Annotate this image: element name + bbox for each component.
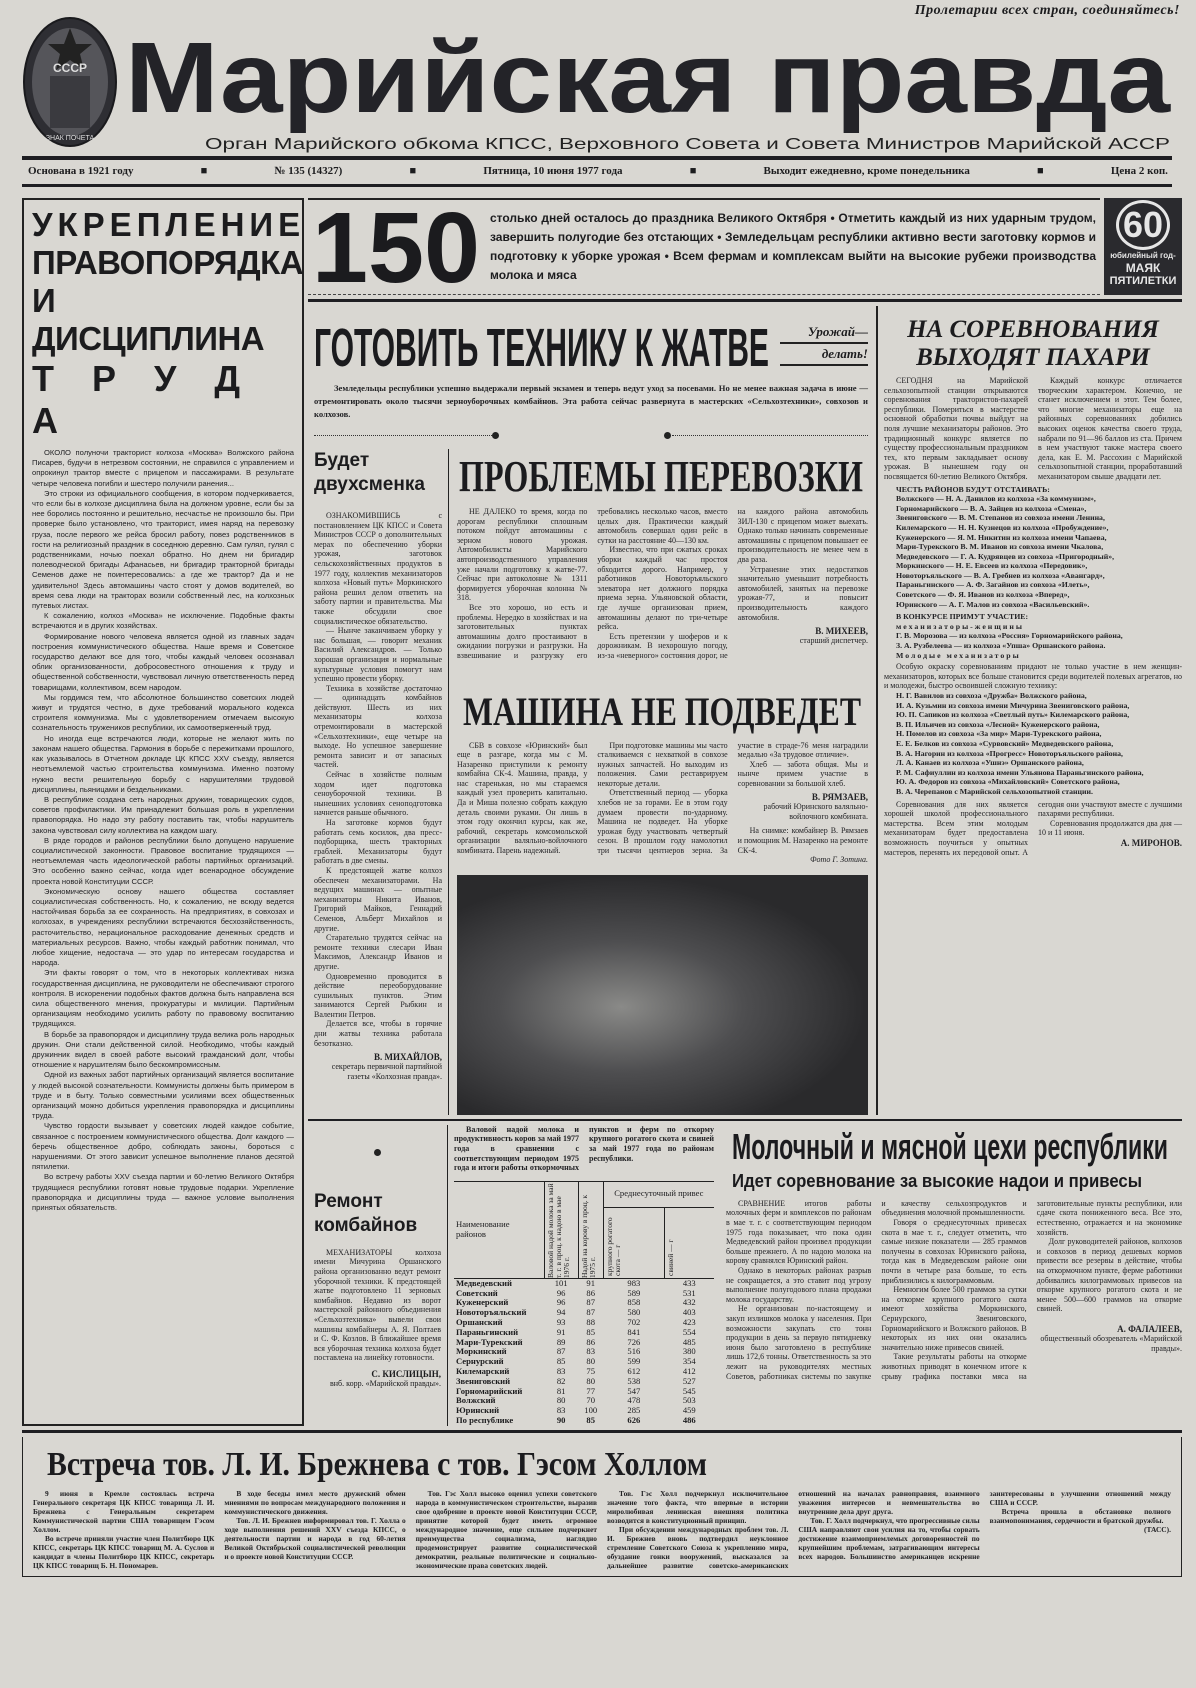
pig-gain-cell: 554 (682, 1326, 696, 1337)
transport-article: ПРОБЛЕМЫ ПЕРЕВОЗКИ НЕ ДАЛЕКО то время, когда по дорогам республики сплошным потоком пойдут автомашины с зерном нового урожая. Автомобилисты Марийского автопроизводственного управления уже начали подготовку к жатве-77. Сейчас при автоколонне № 1311 формируется уборочная колонна № 318. Все это хорошо, но есть и проблемы. Нередко в хозяйствах и на заготовительных пунктах автомашины долго простаивают в ожидании погрузки и разгрузки. На взвешивание и разгрузку его требовались несколько часов, вместо целых дня. Практически каждый автомобиль совершал один рейс в сутки на расстояние 40—130 км. Известно, что при сжатых сроках уборки каждый час простоя обходится дорого. Например, у работников Новоторъяльского элеватора нет должного порядка приема зерна. Ульяновской области, где лучше организован прием, автомашины делают по три-четыре рейса. Есть претензии у шоферов и к дорожникам. В нехорошую погоду, из-за «неверного» состояния дорог, не на каждого района автомобиль ЗИЛ-130 с прицепом может выехать. Однако только начинать современные автомашины с прицепом повышает ее производительность не менее чем в два раза. Устранение этих недостатков значительно уменьшит потребность автомобилей, занятых на перевозке урожая-77, и повысит производительность каждого автомобиля. В. МИХЕЕВ, старший диспетчер. (457, 449, 868, 661)
milk-total-cell: 83 (556, 1405, 566, 1416)
district-cell: Оршанский (456, 1317, 503, 1327)
emblem (20, 14, 120, 150)
issue-date: Пятница, 10 июня 1977 года (483, 165, 623, 177)
left-headline: УКРЕПЛЕНИЕ ПРАВОПОРЯДКА И ДИСЦИПЛИНА Т Р У Д А (32, 206, 306, 441)
price: Цена 2 коп. (1110, 165, 1168, 177)
milk-total-cell: 93 (556, 1317, 566, 1327)
cattle-gain-cell: 612 (627, 1365, 641, 1376)
cattle-gain-cell: 547 (627, 1385, 641, 1396)
separator-icon: ■ (1037, 165, 1044, 177)
pig-gain-cell: 531 (682, 1287, 696, 1298)
pig-gain-cell: 527 (682, 1375, 696, 1386)
district-cell: Мари-Турекский (456, 1336, 523, 1347)
brezhnev-article: Встреча тов. Л. И. Брежнева с тов. Гэсом Холлом 9 июня в Кремле состоялась встреча Генерального секретаря ЦК КПСС товарища Л. И. Брежнева с Генеральным секретарем Коммунистической партии США товарищем Гэсом Холлом. Во встрече приняли участие член Политбюро ЦК КПСС, секретарь ЦК КПСС товарищ М. А. Суслов и кандидат в члены Политбюро ЦК КПСС, секретарь ЦК КПСС товарищ Б. Н. Пономарев. В ходе беседы имел место дружеский обмен мнениями по вопросам международного положения и коммунистического движения. Тов. Л. И. Брежнев информировал тов. Г. Холла о ходе выполнения решений XXV съезда КПСС, о деятельности партии и народа в год 60-летия Великой Октябрьской социалистической революции и о проекте новой Конституции СССР. Тов. Гэс Холл высоко оценил успехи советского народа в коммунистическом строительстве, выразив свое одобрение в проекте новой Конституции СССР, принятие которой будет иметь огромное международное значение, еще сильнее подчеркнет преимущества социализма, наглядно продемонстрирует развитие социалистической демократии, реальные политические и социально-экономические права советских людей. Тов. Гэс Холл подчеркнул исключительное значение того факта, что впервые в истории миролюбивая ленинская внешняя политика возводится в конституционный принцип. При обсуждении международных проблем тов. Л. И. Брежнев вновь подтвердил неуклонное стремление Советского Союза к укреплению мира, обуздание гонки вооружений, высказался за дальнейшее развитие советско-американских отношений на началах равноправия, взаимного уважения интересов и невмешательства во внутренние дела друг друга. Тов. Г. Холл подчеркнул, что прогрессивные силы США направляют свои усилия на то, чтобы сорвать достижение взаимоприемлемых договоренностей по крупнейшим проблемам, затрагивающим интересы всех народов. Большинство американцев искренне заинтересованы в улучшении отношений между США и СССР. Встреча прошла в обстановке полного взаимопонимания, сердечности и братской дружбы. (ТАСС). (22, 1437, 1182, 1577)
header-district: Наименование районов (456, 1219, 510, 1239)
page-content (22, 198, 1182, 1577)
pig-gain-cell: 485 (682, 1336, 696, 1347)
harvest-headline (314, 316, 774, 380)
separator-icon: ■ (409, 165, 417, 177)
header-pigs: свиней — г (666, 1239, 676, 1276)
pig-gain-cell: 423 (682, 1317, 696, 1327)
milk-total-cell: 81 (556, 1385, 566, 1396)
milk-total-cell: 90 (556, 1414, 566, 1425)
milk-per-cow-cell: 86 (586, 1287, 595, 1298)
issue-number: № 135 (14327) (274, 165, 343, 177)
combine-repair-photo (457, 875, 868, 1115)
pig-gain-cell: 503 (682, 1395, 696, 1406)
milk-per-cow-cell: 86 (586, 1336, 595, 1347)
milk-per-cow-cell: 87 (586, 1297, 595, 1308)
dairy-article: Молочный и мясной цехи республики Идет соревнование за высокие надои и привесы СРАВНЕНИЕ итогов работы молочных ферм и комплексов по районам в мае т. г. с соответствующим периодом 1975 года показывает, что пока один Медведевский район произвел продукции больше прежнего. А по надою молока на корову сравнялся Юринский район. Однако в некоторых районах разрыв не сокращается, а это ставит под угрозу выполнение полугодового плана продажи молока государству. Не организован по-настоящему и закуп излишков молока у населения. При возможности закупать сто тонн продукции в день за первую пятидневку июня было заготовлено в республике лишь 172,6 тонны. Ответственность за это лежит на руководителях местных Советов, работниках системы по закупке и качеству сельхозпродуктов и объединения молочной промышленности. Говоря о среднесуточных привесах скота в мае т. г., следует отметить, что самые низкие показатели — 285 граммов получены в совхозах Юринского района, тогда как в Медведевском районе они почти в четыре раза больше, то есть приблизились к килограммовым. Немногим более 500 граммов за сутки на откорме крупного рогатого скота имеют хозяйства Моркинского, Сернурского, Звениговского, Горномарийского и Волжского районов. В некоторых из них они оказались значительно ниже привесов свиней. Такие результаты работы на откорме животных приводят в конечном итоге к срыву графика поставки мяса на заготовительные пункты республики, или сдаче скота пониженного веса. Все это, естественно, отражается и на экономике хозяйств. Долг руководителей районов, колхозов и совхозов в период дешевых кормов привести все резервы в действие, чтобы на откормочном пункте, ферме работники добивались килограммовых привесов на откорме крупного рогатого скота и не менее 500—600 граммов на откорме свиней. А. ФАЛАЛЕЕВ, общественный обозреватель «Марийской правды». (726, 1125, 1182, 1381)
svg-text:150: 150 (312, 202, 480, 292)
two-shifts-article: Будет двухсменка ОЗНАКОМИВШИСЬ с постановлением ЦК КПСС и Совета Министров СССР о дополнительных мерах по обеспечению уборки урожая, заготовок сельскохозяйственных продуктов в 1977 году, коллектив механизаторов колхоза «Новый путь» Моркинского района решил делом ответить на заботу партии и правительства. Мы также обсудили свое социалистическое обязательство. — Нынче заканчиваем уборку у нас большая, — говорит механик Василий Александров. — Только хорошая организация и нормальные культурные условия помогут нам успешно провести уборку. Техника в хозяйстве достаточно — одиннадцать комбайнов действуют. Шесть из них механизаторы колхоза отремонтировали в мастерской «Сельхозтехники», еще четыре на выходе. Но успешное завершение ремонта зависит и от запасных частей. Сейчас в хозяйстве полным ходом идет подготовка сеноуборочной техники. В нынешних условиях сеноподготовка начнется раньше обычного. На заготовке кормов будут работать семь косилок, два пресс-подборщика, шесть тракторных граблей. Механизаторы будут работать в две смены. К предстоящей жатве колхоз обеспечен механизаторами. На ведущих машинах — опытные механизаторы Никита Иванов, Григорий Майков, Геннадий Семенов, Альберт Михайлов и другие. Старательно трудятся сейчас на ремонте техники слесари Иван Максимов, Александр Иванов и другие. Одновременно проводится в действие переоборудование сушильных пунктов. Этим занимаются Сергей Рыбкин и Валентин Петров. Делается все, чтобы в горячие дни жатвы техника работала безотказно. В. МИХАЙЛОВ, секретарь первичной партийной газеты «Колхозная правда». (314, 449, 449, 1115)
cattle-gain-cell: 589 (627, 1287, 641, 1298)
cattle-gain-cell: 726 (627, 1336, 641, 1347)
district-cell: Моркинский (456, 1346, 507, 1357)
milk-total-cell: 82 (556, 1375, 566, 1386)
cattle-gain-cell: 983 (627, 1277, 641, 1288)
svg-text:МАШИНА НЕ ПОДВЕДЕТ: МАШИНА НЕ ПОДВЕДЕТ (463, 688, 862, 734)
milk-total-cell: 85 (556, 1356, 566, 1367)
header-milk-total: Валовой надой молока за май т. г. в проц. к надою в мае 1976 г. (545, 1183, 571, 1278)
anniversary-badge: 60 юбилейный год- МАЯК ПЯТИЛЕТКИ (1104, 198, 1182, 295)
milk-per-cow-cell: 75 (586, 1365, 595, 1376)
cattle-gain-cell: 580 (627, 1307, 641, 1318)
pig-gain-cell: 545 (682, 1385, 696, 1396)
district-cell: Горномарийский (456, 1385, 523, 1396)
pig-gain-cell: 380 (682, 1346, 696, 1357)
milk-per-cow-cell: 83 (586, 1346, 595, 1357)
milk-per-cow-cell: 85 (586, 1414, 595, 1425)
svg-text:Молочный и мясной цехи республ: Молочный и мясной цехи республики (732, 1125, 1168, 1167)
header-cattle: крупного рогатого скота — г (604, 1217, 622, 1276)
plowmen-headline: НА СОРЕВНОВАНИЯ ВЫХОДЯТ ПАХАРИ (907, 316, 1159, 371)
dairy-headline (726, 1125, 1176, 1169)
countdown-number (312, 202, 482, 292)
milk-per-cow-cell: 70 (586, 1395, 595, 1406)
repair-headline: Ремонт комбайнов (314, 1190, 418, 1236)
pig-gain-cell: 412 (682, 1365, 696, 1376)
svg-text:Идет соревнование за высокие н: Идет соревнование за высокие надои и привесы (732, 1170, 1142, 1191)
left-article (22, 198, 304, 1426)
dairy-table (454, 1181, 714, 1426)
pig-gain-cell: 432 (682, 1297, 696, 1308)
motto: Пролетарии всех стран, соединяйтесь! (914, 3, 1180, 18)
milk-per-cow-cell: 80 (586, 1356, 595, 1367)
ornament-divider (314, 431, 868, 441)
pig-gain-cell: 459 (682, 1405, 696, 1416)
frequency: Выходит ежедневно, кроме понедельника (763, 165, 970, 177)
milk-total-cell: 83 (556, 1365, 566, 1376)
district-cell: По республике (456, 1414, 514, 1425)
milk-total-cell: 89 (556, 1336, 566, 1347)
cattle-gain-cell: 841 (627, 1326, 641, 1337)
transport-headline (457, 449, 867, 503)
table-row (454, 1416, 714, 1426)
district-cell: Новоторъяльский (456, 1307, 527, 1318)
dairy-table-block: Валовой надой молока и продуктивность коров за май 1977 года в сравнении с соответствующим периодом 1975 года и итоги работы откормочных пунктов и ферм по откорму крупного рогатого скота и свиней за май 1977 года по районам республики. Наименование районов Валовой надой молока за май т. г. в проц. к надою в мае 1976 г. Надой на корову в проц. к 1975 г. Среднесуточный привес крупного рогатого скота — г свиней — г Медведевский 101 91 983 433 Советский 96 86 589 531 Куженерский 96 87 858 432 Новоторъяльский 94 87 580 403 Оршанский 93 88 702 423 Параньгинский 91 85 841 554 Мари-Турекский 89 86 726 485 Моркинский 87 83 516 380 Сернурский 85 80 599 354 Килемарский 83 75 612 412 Звениговский 82 80 538 527 Горномарийский 81 77 547 545 Волжский 80 70 478 503 Юринский 83 100 285 459 По республике 90 85 626 486 (454, 1124, 714, 1425)
milk-total-cell: 96 (556, 1287, 566, 1298)
repair-article: Ремонт комбайнов МЕХАНИЗАТОРЫ колхоза имени Мичурина Оршанского района организованно ведут ремонт уборочной техники. К предстоящей жатве подготовлено 11 зерновых комбайнов. Недавно из ворот мастерской районного объединения «Сельхозтехника» вывели свои машины комбайнеры А. Я. Полтаев и С. Ф. Козлов. В ближайшее время вся уборочная техника колхоза будет поставлена на линейку готовности. С. КИСЛИЦЫН, внб. корр. «Марийской правды». (308, 1125, 448, 1426)
plowmen-article: НА СОРЕВНОВАНИЯ ВЫХОДЯТ ПАХАРИ СЕГОДНЯ на Марийской сельхозопытной станции открываются соревнования трактористов-пахарей республики. Помериться в мастерстве основной обработки почвы выйдут на поля лучшие механизаторы районов. Это традиционный конкурс является по существу профессиональным праздником тех, кто первым закладывает основу урожая. В нынешнем году он посвящается 60-летию Великого Октября. Каждый конкурс отличается творческим характером. Конечно, не станет исключением и этот. Тем более, что многие механизаторы еще на районных соревнованиях добились высоких оценок качества своего труда, набрали по 91—96 баллов из ста. Причем в нем участвуют также мастера своего дела, как Е. М. Рассохин с Марийской сельхозопытной станции, проработавший механизатором свыше двадцати лет. ЧЕСТЬ РАЙОНОВ БУДУТ ОТСТАИВАТЬ: Волжского — Н. А. Данилов из колхоза «За коммунизм», Горномарийского — В. А. Зайцев из колхоза «Смена», Звениговского — В. М. Степанов из совхоза имени Ленина, Килемарского — Н. Н. Кузнецов из колхоза «Пробуждение», Куженерского — Я. М. Никитин из колхоза имени Чапаева, Мари-Турекского В. М. Иванов из совхоза имени Чкалова, Медведевского — Г. А. Кудрявцев из совхоза «Пригородный», Моркинского — Н. Е. Евсеев из колхоза «Передовик», Новоторъяльского — В. А. Гребнев из колхоза «Авангард», Параньгинского — А. Ф. Загайнов из совхоза «Илеть», Советского — Ф. Я. Иванов из колхоза «Вперед», Юринского — А. Г. Малов из совхоза «Васильевский». В КОНКУРСЕ ПРИМУТ УЧАСТИЕ: механизаторы-женщины Г. В. Морозова — из колхоза «Россия» Горномарийского района, З. А. Рузбелеева — из колхоза «Упша» Оршанского района. Молодые механизаторы Особую окраску соревнованиям придают не только участие в нем женщин-механизаторов, которых все больше становится среди водителей полевых агрегатов, но и молодежи, быстро освоившей сложную технику: Н. Г. Вавилов из совхоза «Дружба» Волжского района, И. А. Кузьмин из совхоза имени Мичурина Звениговского района, Ю. П. Сапиков из колхоза «Светлый путь» Килемарского района, В. П. Ильичев из совхоза «Лесной» Куженерского района, Н. Помелов из совхоза «За мир» Мари-Турекского района, Е. Е. Белков из совхоза «Сурвовский» Медведевского района, В. А. Нагорин из колхоза «Прогресс» Новоторъяльского района, Л. А. Канаев из колхоза «Ушнэ» Оршанского района, Р. М. Сафиуллин из колхоза имени Ульянова Параньгинского района, Ю. А. Федоров из совхоза «Михайловский» Советского района, В. А. Черепанов с Марийской сельхозопытной станции. Соревнования для них является хорошей школой профессионального мастерства. Всем этим молодым механизаторам будет предоставлена возможность поучиться у опытных мастеров, перенять их передовой опыт. А сегодня они участвуют вместе с лучшими пахарями республики. Соревнования продолжатся два дня — 10 и 11 июня. А. МИРОНОВ. (884, 316, 1182, 857)
district-cell: Килемарский (456, 1365, 510, 1376)
district-cell: Юринский (456, 1405, 500, 1416)
milk-per-cow-cell: 77 (586, 1385, 595, 1396)
two-shifts-headline: Будет двухсменка (314, 450, 425, 495)
cattle-gain-cell: 599 (627, 1356, 641, 1367)
harvest-rubric: Урожай— делать! (780, 322, 868, 366)
svg-text:Встреча тов. Л. И. Брежнева с: Встреча тов. Л. И. Брежнева с тов. Гэсом Холлом (47, 1445, 707, 1483)
milk-total-cell: 91 (556, 1326, 566, 1337)
svg-text:Орган Марийского обкома КПСС,: Орган Марийского обкома КПСС, Верховного Совета и Совета Министров Марийской АССР (205, 136, 1170, 153)
milk-per-cow-cell: 100 (584, 1405, 598, 1416)
header-milk-per-cow: Надой на корову в проц. к 1975 г. (579, 1194, 597, 1278)
district-cell: Куженерский (456, 1297, 509, 1308)
cattle-gain-cell: 516 (627, 1346, 641, 1357)
separator-icon: ■ (200, 165, 208, 177)
emblem-text: СССР (52, 61, 88, 75)
subtitle (205, 134, 1175, 154)
cattle-gain-cell: 702 (627, 1317, 641, 1327)
left-article-body: ОКОЛО полуночи тракторист колхоза «Москва» Волжского района Писарев, будучи в нетрезвом состоянии, не справился с управлением и опрокинул трактор вместе с прицепом и пассажирами. В результате четыре человека погибли и шестеро получили ранения... Это строки из официального сообщения, в котором подчеркивается, что если бы в колхозе дисциплина была на должном уровне, если бы за нее боролись постоянно и решительно, несчастье не произошло бы. При проверке было установлено, что тракторист, имея наряд на перевозку груза, после первого же рейса бросил работу, повез родственников в гости на религиозный праздник в соседнюю деревню. Сам гулял, гулял с родственниками, ночью поехал обратно. Но днем ни бригадир полеводческой бригады Афанасьев, ни бригадир тракторной бригады Семенов даже не поинтересовались: а где же трактор? Да и не удивительно! Здесь автомашины часто стоят у домов водителей, во время сева люди на тракторах возили собственный лес, на колхозных путевых листах. К сожалению, колхоз «Москва» не исключение. Подобные факты встречаются и в других хозяйствах. Формирование нового человека является одной из главных задач построения коммунистического общества. Наше время и Советское государство делают все для того, чтобы каждый человек осознавал облик организованности, добросовестного отношения к труду и общественной собственности, чувствовал личную ответственность перед товарищами, коллективом, всем народом. Мы гордимся тем, что абсолютное большинство советских людей живут и трудятся честно, в духе требований морального кодекса строителя коммунизма. Мы с удовлетворением отмечаем высокую сознательность тружеников республики, их самоотверженный труд. Но иногда еще встречаются люди, которые не желают жить по законам нашего общества. Гармония в борьбе с пережитками прошлого, как указывалось в Отчетном докладе ЦК КПСС XXV съезду, является неотъемлемой частью строительства коммунизма. Именно поэтому нужно вести решительную борьбу с нарушителями трудовой дисциплины, пьяницами и бездельниками. В республике создана сеть народных дружин, товарищеских судов, советов профилактики. Им принадлежит большая роль в укреплении правопорядка. Но надо эту работу поставить так, чтобы нарушитель закона чувствовал силу коллектива на каждом шагу. В ряде городов и районов республики было допущено нарушение социалистической законности. Правовое воспитание трудящихся — неотъемлемая часть идеологической работы партийных организаций. Это особенно важно сейчас, когда идет всенародное обсуждение проекта новой Конституции СССР. Экономическую основу нашего общества составляет социалистическая собственность. Но, к сожалению, не всюду ведется настойчивая борьба за ее сохранность. На предприятиях, в совхозах и колхозах, в учреждениях республики встречаются бесхозяйственность, расточительство, нерациональное расходование денежных средств и материальных ресурсов. Важно, чтобы каждый работник понимал, что любое хищение, недостача — это удар по интересам государства и народа. Эти факты говорят о том, что в некоторых коллективах низка государственная дисциплина, не руководители не обеспечивают строгого контроля. В искоренении подобных фактов должна быть направлена вся сила общественного мнения, прокуратуры и милиции. Партийным организациям необходимо усилить работу по правовому воспитанию трудящихся. В борьбе за правопорядок и дисциплину труда велика роль народных дружин. Они стали действенной силой. Необходимо, чтобы каждый дружинник видел в своей работе высокий гражданский долг, чтобы отношение к нарушителям было бескомпромиссным. Одной из важных забот партийных организаций является воспитание у людей высокой сознательности. Коммунисты должны быть примером в труде и в быту. Только совместными усилиями всех общественных организаций можно добиться укрепления правопорядка и дисциплины труда. Чувство гордости вызывает у советских людей каждое событие, связанное с построением коммунистического общества. Долг каждого — беречь общественное добро, соблюдать законы, бороться с нарушениями. От этого зависит успешное выполнение планов десятой пятилетки. Во встречу работы XXV съезда партии и 60-летию Великого Октября трудящиеся республики готовят новые трудовые подарки. Укрепление правопорядка и дисциплины труда — важное условие выполнения принятых обязательств. (32, 448, 294, 1213)
milk-per-cow-cell: 88 (586, 1317, 595, 1327)
cattle-gain-cell: 626 (627, 1414, 641, 1425)
harvest-intro: Земледельцы республики успешно выдержали первый экзамен и теперь ведут уход за посевами. Но не менее важная задача в июне — отремонтировать около тысячи зерноуборочных комбайнов. Эта работа сейчас развернута в мастерских «Сельхозтехники», совхозов и колхозов. (314, 383, 868, 419)
district-cell: Параньгинский (456, 1326, 519, 1337)
bullet-icon (374, 1149, 381, 1156)
pig-gain-cell: 486 (682, 1414, 696, 1425)
cattle-gain-cell: 285 (627, 1405, 641, 1416)
countdown-banner (308, 198, 1100, 295)
cattle-gain-cell: 538 (627, 1375, 641, 1386)
district-cell: Медведевский (456, 1277, 512, 1288)
district-cell: Звениговский (456, 1375, 511, 1386)
countdown-text: столько дней осталось до праздника Великого Октября • Отметить каждый из них ударным трудом, завершить полугодие без отстающих • Земледельцам республики активно вести заготовку кормов и подготовку к уборке урожая • Всем фермам и комплексам выйти на высокие рубежи производства молока и мяса (490, 211, 1096, 282)
district-cell: Волжский (456, 1395, 496, 1406)
pig-gain-cell: 403 (682, 1307, 696, 1318)
dairy-subhead (726, 1169, 1176, 1195)
milk-per-cow-cell: 87 (586, 1307, 595, 1318)
brezhnev-headline (33, 1441, 733, 1485)
district-cell: Советский (456, 1287, 498, 1298)
milk-per-cow-cell: 85 (586, 1326, 595, 1337)
milk-total-cell: 96 (556, 1297, 566, 1308)
title-text: Марийская правда (125, 22, 1172, 134)
emblem-caption: ЗНАК ПОЧЕТА (45, 135, 95, 142)
district-cell: Сернурский (456, 1356, 504, 1367)
pig-gain-cell: 354 (682, 1356, 696, 1367)
milk-total-cell: 80 (556, 1395, 566, 1406)
svg-text:ГОТОВИТЬ ТЕХНИКУ К ЖАТВЕ: ГОТОВИТЬ ТЕХНИКУ К ЖАТВЕ (314, 318, 769, 378)
newspaper-title (125, 22, 1175, 134)
info-line (28, 164, 1168, 178)
header-gain: Среднесуточный привес (603, 1181, 714, 1207)
separator-icon: ■ (689, 165, 697, 177)
milk-per-cow-cell: 91 (586, 1277, 595, 1288)
founded: Основана в 1921 году (28, 165, 134, 177)
machine-headline (457, 685, 867, 737)
pig-gain-cell: 433 (682, 1277, 696, 1288)
cattle-gain-cell: 478 (627, 1395, 641, 1406)
machine-article: МАШИНА НЕ ПОДВЕДЕТ СБВ в совхозе «Юринский» был еще в разгаре, когда мы с М. Назаренко приступили к ремонту комбайна СК-4. Машина, правда, у нас старенькая, но мы стараемся каждый узел проверить капитально. Да и Миша полезно собрать каждую деталь своими руками. Он лишь в этом году окончил курсы, как же, рабочий, секретарь комсомольской организации валяльно-войлочного комбината. Парень надежный. При подготовке машины мы часто сталкиваемся с нехваткой в совхозе нужных запчастей. Но выходим из положения. Сами реставрируем некоторые детали. Ответственный период — уборка хлебов не за горами. Ее в этом году думаем провести по-ударному. Машина не подведет. На уборке урожая буду участвовать четвертый сезон. В прошлом году намолотил три тысячи центнеров зерна. За участие в страде-76 меня наградили медалью «За трудовое отличие». Хлеб — забота общая. Мы и нынче примем участие в соревновании за большой хлеб. В. РЯМЗАЕВ, рабочий Юринского валяльно-войлочного комбината. На снимке: комбайнер В. Рямзаев и помощник М. Назаренко на ремонте СК-4. Фото Г. Зотина. (457, 685, 868, 1115)
milk-total-cell: 94 (556, 1307, 566, 1318)
milk-per-cow-cell: 80 (586, 1375, 595, 1386)
milk-total-cell: 101 (554, 1277, 568, 1288)
cattle-gain-cell: 858 (627, 1297, 641, 1308)
milk-total-cell: 87 (556, 1346, 566, 1357)
svg-text:ПРОБЛЕМЫ ПЕРЕВОЗКИ: ПРОБЛЕМЫ ПЕРЕВОЗКИ (459, 452, 863, 501)
